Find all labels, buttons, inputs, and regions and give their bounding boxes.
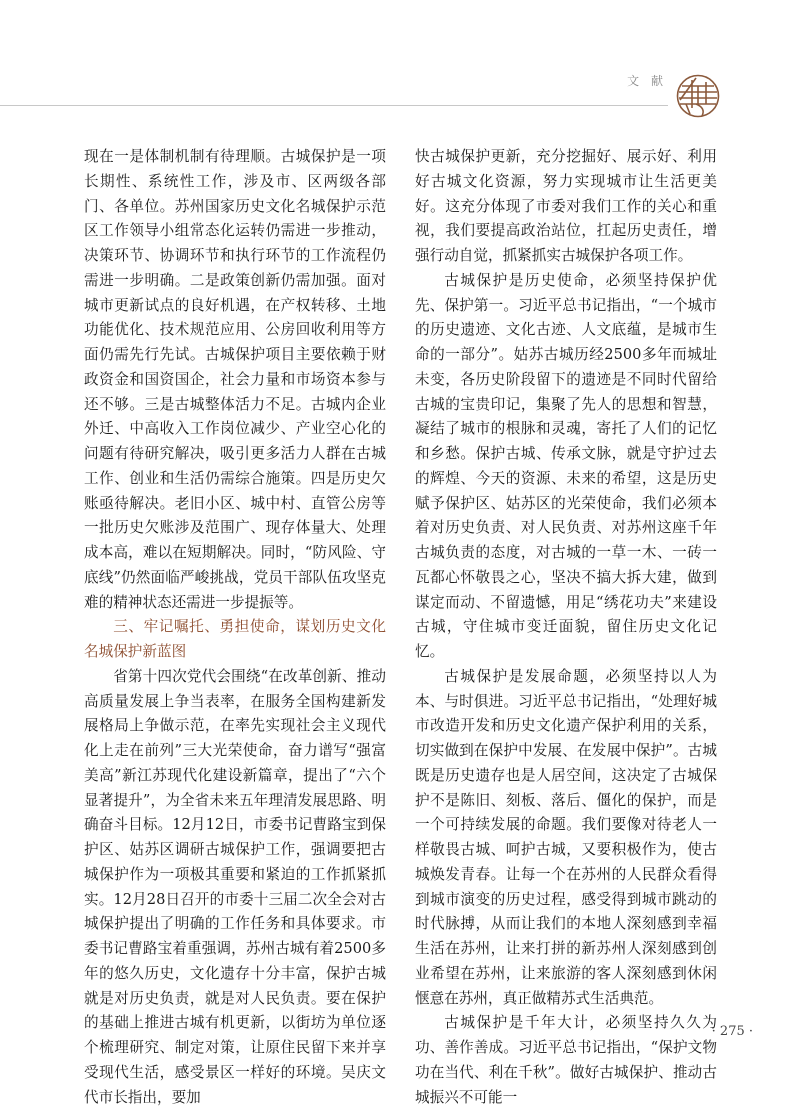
header-rule [0, 105, 668, 106]
right-column [415, 145, 717, 1110]
paragraph: 省第十四次党代会围绕“在改革创新、推动高质量发展上争当表率，在服务全国构建新发展格局上争做示范，在率先实现社会主义现代化上走在前列”三大光荣使命，奋力谱写“强富美高”新江苏现代化建设新篇章，提出了“六个显著提升”，为全省未来五年理清发展思路、明确奋斗目标。12月12日，市委书记曹路宝到保护区、姑苏区调研古城保护工作，强调要把古城保护作为一项极其重要和紧迫的工作抓紧抓实。12月28日召开的市委十三届二次全会对古城保护提出了明确的工作任务和具体要求。市委书记曹路宝着重强调，苏州古城有着2500多年的悠久历史，文化遗存十分丰富，保护古城就是对历史负责，就是对人民负责。要在保护的基础上推进古城有机更新，以街坊为单位逐个梳理研究、制定对策，让原住民留下来并享受现代生活，感受景区一样好的环境。吴庆文代市长指出，要加 [84, 667, 386, 1106]
paragraph: 古城保护是千年大计，必须坚持久久为功、善作善成。习近平总书记指出，“保护文物功在当代、利在千秋”。做好古城保护、推动古城振兴不可能一 [415, 1014, 717, 1106]
paragraph: 快古城保护更新，充分挖掘好、展示好、利用好古城文化资源，努力实现城市让生活更美好。这充分体现了市委对我们工作的关心和重视，我们要提高政治站位，扛起历史责任，增强行动自觉，抓紧抓实古城保护各项工作。 [415, 148, 717, 264]
page-number: · 275 · [711, 1024, 753, 1039]
section-heading: 三、牢记嘱托、勇担使命，谋划历史文化名城保护新蓝图 [84, 618, 386, 660]
left-column [84, 145, 386, 1110]
journal-logo-icon [676, 74, 720, 118]
paragraph: 古城保护是历史使命，必须坚持保护优先、保护第一。习近平总书记指出，“一个城市的历史遗迹、文化古迹、人文底蕴，是城市生命的一部分”。姑苏古城历经2500多年而城址未变，各历史阶段留下的遗迹是不同时代留给古城的宝贵印记，集聚了先人的思想和智慧，凝结了城市的根脉和灵魂，寄托了人们的记忆和乡愁。保护古城、传承文脉，就是守护过去的辉煌、今天的资源、未来的希望，这是历史赋予保护区、姑苏区的光荣使命，我们必须本着对历史负责、对人民负责、对苏州这座千年古城负责的态度，对古城的一草一木、一砖一瓦都心怀敬畏之心，坚决不搞大拆大建，做到谋定而动、不留遗憾，用足“绣花功夫”来建设古城，守住城市变迁面貌，留住历史文化记忆。 [415, 271, 717, 660]
paragraph: 现在一是体制机制有待理顺。古城保护是一项长期性、系统性工作，涉及市、区两级各部门、各单位。苏州国家历史文化名城保护示范区工作领导小组常态化运转仍需进一步推动，决策环节、协调环节和执行环节的工作流程仍需进一步明确。二是政策创新仍需加强。面对城市更新试点的良好机遇，在产权转移、土地功能优化、技术规范应用、公房回收利用等方面仍需先行先试。古城保护项目主要依赖于财政资金和国资国企，社会力量和市场资本参与还不够。三是古城整体活力不足。古城内企业外迁、中高收入工作岗位减少、产业空心化的问题有待研究解决，吸引更多活力人群在古城工作、创业和生活仍需综合施策。四是历史欠账亟待解决。老旧小区、城中村、直管公房等一批历史欠账涉及范围广、现存体量大、处理成本高，难以在短期解决。同时，“防风险、守底线”仍然面临严峻挑战，党员干部队伍攻坚克难的精神状态还需进一步提振等。 [84, 148, 386, 611]
section-label: 文 献 [627, 74, 663, 88]
paragraph: 古城保护是发展命题，必须坚持以人为本、与时俱进。习近平总书记指出，“处理好城市改造开发和历史文化遗产保护利用的关系，切实做到在保护中发展、在发展中保护”。古城既是历史遗存也是人居空间，这决定了古城保护不是陈旧、刻板、落后、僵化的保护，而是一个可持续发展的命题。我们要像对待老人一样敬畏古城、呵护古城，又要积极作为，使古城焕发青春。让每一个在苏州的人民群众看得到城市演变的历史过程，感受得到城市跳动的时代脉搏，从而让我们的本地人深刻感到幸福生活在苏州，让来打拼的新苏州人深刻感到创业希望在苏州，让来旅游的客人深刻感到休闲惬意在苏州，真正做精苏式生活典范。 [415, 667, 717, 1007]
